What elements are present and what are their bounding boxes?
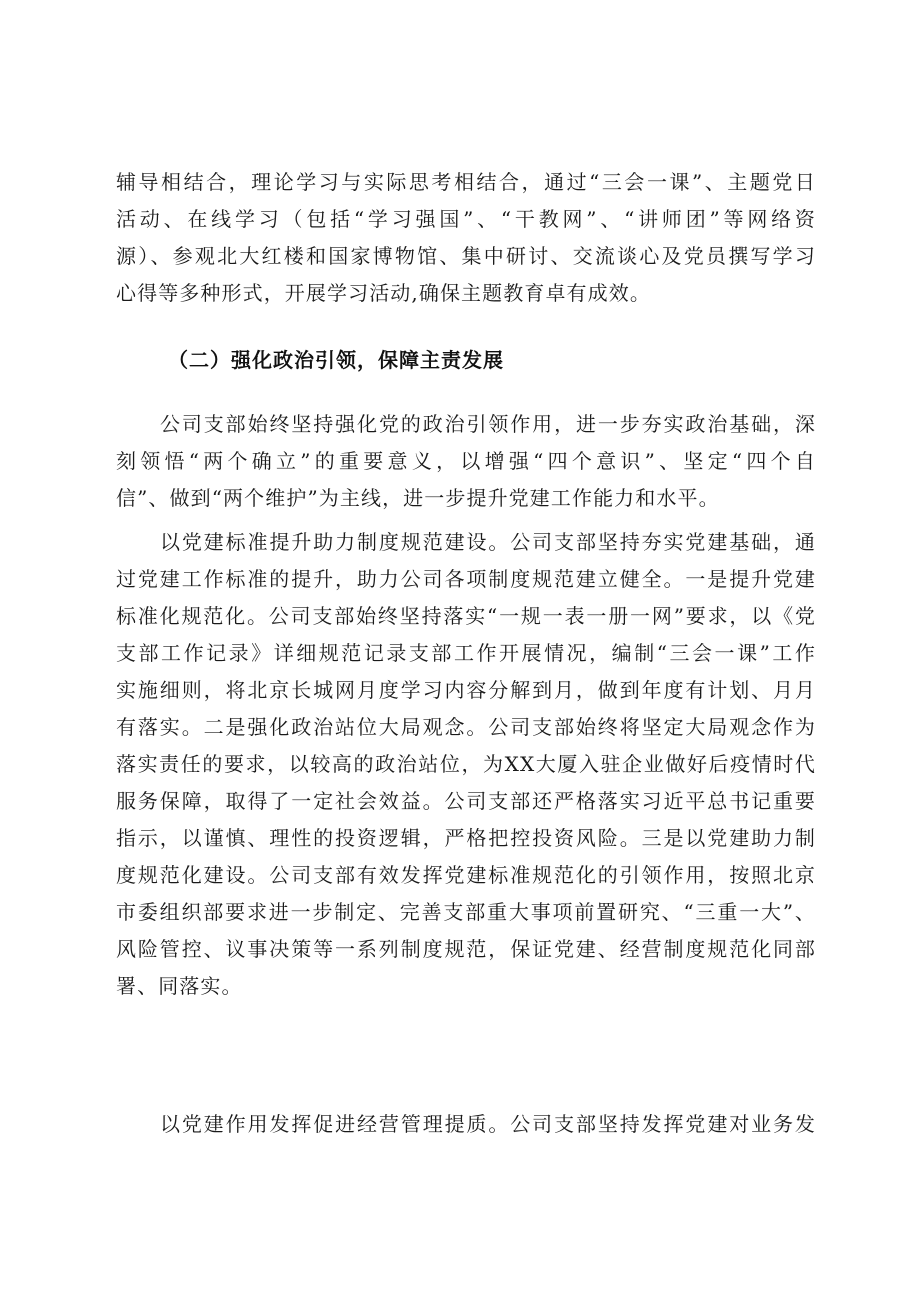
paragraph-line: 辅导相结合，理论学习与实际思考相结合，通过“三会一课”、主题党日 [116, 170, 816, 194]
paragraph-line: 服务保障，取得了一定社会效益。公司支部还严格落实习近平总书记重要 [116, 789, 816, 813]
paragraph-study-activities [116, 164, 816, 312]
paragraph-line: 公司支部始终坚持强化党的政治引领作用，进一步夯实政治基础，深 [160, 412, 816, 436]
paragraph-line: 落实责任的要求，以较高的政治站位，为XX大厦入驻企业做好后疫情时代 [116, 752, 816, 776]
paragraph-line: 源）、参观北大红楼和国家博物馆、集中研讨、交流谈心及党员撰写学习 [116, 244, 816, 268]
paragraph-line: 实施细则，将北京长城网月度学习内容分解到月，做到年度有计划、月月 [116, 678, 816, 702]
paragraph-line: 有落实。二是强化政治站位大局观念。公司支部始终将坚定大局观念作为 [116, 715, 816, 739]
paragraph-line: 署、同落实。 [116, 974, 243, 998]
paragraph-line: 支部工作记录》详细规范记录支部工作开展情况，编制“三会一课”工作 [116, 641, 816, 665]
paragraph-standardization [116, 524, 816, 1005]
paragraph-line: 以党建作用发挥促进经营管理提质。公司支部坚持发挥党建对业务发 [160, 1112, 816, 1136]
paragraph-line: 标准化规范化。公司支部始终坚持落实“一规一表一册一网”要求，以《党 [116, 604, 816, 628]
section-heading-2: （二）强化政治引领，保障主责发展 [168, 348, 504, 372]
paragraph-line: 风险管控、议事决策等一系列制度规范，保证党建、经营制度规范化同部 [116, 937, 816, 961]
paragraph-line: 心得等多种形式，开展学习活动,确保主题教育卓有成效。 [116, 281, 651, 305]
paragraph-business-management [116, 1106, 816, 1143]
paragraph-line: 度规范化建设。公司支部有效发挥党建标准规范化的引领作用，按照北京 [116, 863, 816, 887]
paragraph-line: 活动、在线学习（包括“学习强国”、“干教网”、“讲师团”等网络资 [116, 207, 817, 231]
paragraph-line: 刻领悟“两个确立”的重要意义，以增强“四个意识”、坚定“四个自 [116, 449, 816, 473]
paragraph-political-leadership [116, 406, 816, 517]
paragraph-line: 市委组织部要求进一步制定、完善支部重大事项前置研究、“三重一大”、 [116, 900, 816, 924]
paragraph-line: 过党建工作标准的提升，助力公司各项制度规范建立健全。一是提升党建 [116, 567, 816, 591]
paragraph-line: 以党建标准提升助力制度规范建设。公司支部坚持夯实党建基础，通 [160, 530, 816, 554]
paragraph-line: 信”、做到“两个维护”为主线，进一步提升党建工作能力和水平。 [116, 486, 720, 510]
paragraph-line: 指示，以谨慎、理性的投资逻辑，严格把控投资风险。三是以党建助力制 [116, 826, 816, 850]
